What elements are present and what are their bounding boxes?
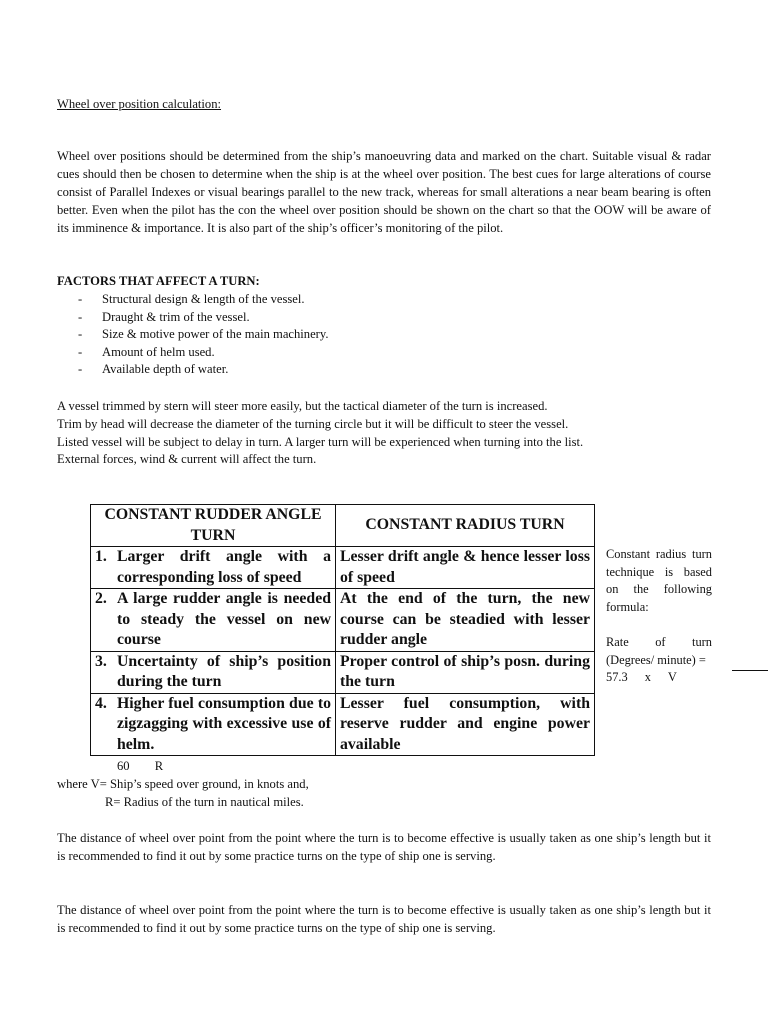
trim-line: External forces, wind & current will affect the turn. (57, 452, 317, 467)
table-row (91, 589, 595, 652)
cell-text: Higher fuel consumption due to zigzagging with excessive use of helm. (117, 694, 331, 753)
distance-paragraph-repeat: The distance of wheel over point from the point where the turn is to become effective is usually taken as one ship’s length but it is recommended to find it out by some practice turns on the type of ship one is serving. (57, 903, 711, 935)
table-cell-rudder (91, 651, 336, 693)
factors-list (78, 290, 329, 378)
table-cell-rudder (91, 693, 336, 756)
distance-paragraph: The distance of wheel over point from the point where the turn is to become effective is usually taken as one ship’s length but it is recommended to find it out by some practice turns on the type of ship one is serving. (57, 831, 711, 863)
table-cell-radius: Proper control of ship’s posn. during the turn (336, 651, 595, 693)
table-cell-rudder (91, 547, 336, 589)
list-bullet: - (78, 292, 83, 306)
spacer (606, 616, 712, 634)
list-item (78, 360, 329, 378)
list-item (78, 325, 329, 343)
cell-text: A large rudder angle is needed to steady the vessel on new course (117, 590, 331, 648)
formula-numerator: 57.3 x V (606, 670, 677, 685)
list-item-text: Structural design & length of the vessel. (102, 292, 305, 306)
list-bullet: - (78, 309, 83, 324)
list-item-text: Amount of helm used. (102, 344, 215, 359)
table-cell-radius: Lesser drift angle & hence lesser loss of speed (336, 547, 595, 589)
list-item (78, 343, 329, 361)
intro-paragraph: Wheel over positions should be determined from the ship’s manoeuvring data and marked on the chart. Suitable visual & radar cues should then be chosen to determine when the ship is at the wheel over position. The best cues for large alterations of course consist of Parallel Indexes or visual bearings parallel to the new track, whereas for small alterations a near beam bearing is often better. Even when the pilot has the con the wheel over position should be shown on the chart so that the OOW will be aware of its imminence & importance. It is also part of the ship’s officer’s monitoring of the pilot. (57, 149, 711, 235)
row-number: 3. (95, 652, 107, 670)
factors-heading: FACTORS THAT AFFECT A TURN: (57, 274, 260, 288)
formula-intro: Constant radius turn technique is based on the following formula: (606, 547, 712, 614)
formula-side-note (606, 546, 712, 687)
page-title: Wheel over position calculation: (57, 97, 222, 111)
formula-label: Rate of turn (Degrees/ minute) = (606, 634, 712, 667)
header-constant-rudder-angle: CONSTANT RUDDER ANGLE TURN (91, 505, 336, 547)
row-number: 1. (95, 548, 107, 565)
list-bullet: - (78, 344, 83, 359)
formula-radius-line: R= Radius of the turn in nautical miles. (105, 795, 304, 809)
table-row (91, 651, 595, 693)
header-constant-radius: CONSTANT RADIUS TURN (336, 505, 595, 547)
trim-effects-block (57, 397, 737, 468)
table-header-row (91, 505, 595, 547)
list-item-text: Available depth of water. (102, 362, 229, 377)
table-row (91, 547, 595, 589)
table-cell-radius: Lesser fuel consumption, with reserve rudder and engine power available (336, 693, 595, 756)
table-cell-rudder (91, 589, 336, 652)
table-row (91, 693, 595, 756)
trim-line: Trim by head will decrease the diameter of the turning circle but it will be difficult to steer the vessel. (57, 416, 569, 431)
row-number: 2. (95, 590, 107, 607)
list-item-text: Size & motive power of the main machinery. (102, 327, 329, 342)
fraction-line (732, 670, 768, 671)
table-cell-radius: At the end of the turn, the new course can be steadied with lesser rudder angle (336, 589, 595, 652)
list-item-text: Draught & trim of the vessel. (102, 309, 250, 324)
list-item (78, 308, 329, 326)
trim-line: A vessel trimmed by stern will steer more easily, but the tactical diameter of the turn is increased. (57, 399, 548, 413)
trim-line: Listed vessel will be subject to delay in turn. A larger turn will be experienced when turning into the list. (57, 434, 584, 449)
list-bullet: - (78, 362, 83, 377)
cell-text: Larger drift angle with a corresponding loss of speed (117, 548, 331, 586)
list-bullet: - (78, 327, 83, 342)
cell-text: Uncertainty of ship’s position during the turn (117, 652, 331, 690)
formula-denominator: 60 R (117, 759, 164, 773)
turn-comparison-table (90, 504, 595, 756)
formula-where-line: where V= Ship’s speed over ground, in knots and, (57, 777, 309, 791)
row-number: 4. (95, 694, 107, 712)
list-item (78, 290, 329, 308)
